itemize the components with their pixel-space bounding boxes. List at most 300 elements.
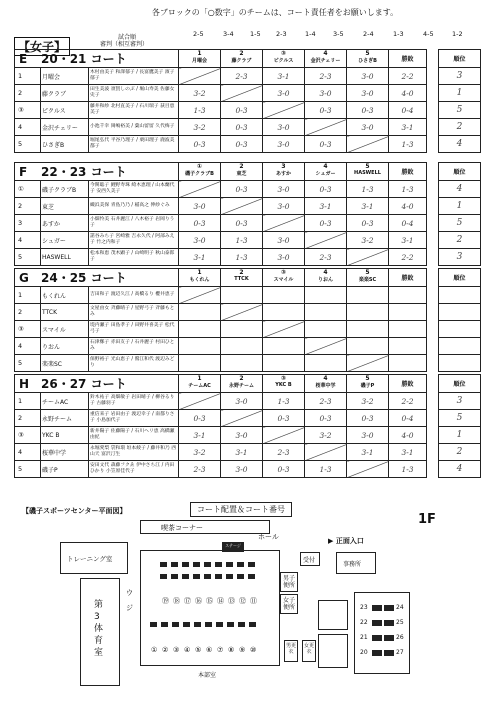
wins-cell: [389, 304, 427, 321]
rank-cell: 4: [439, 181, 481, 198]
net-marker: [194, 622, 201, 627]
rank-cell: 5: [439, 102, 481, 119]
rank-head: 順位: [439, 163, 481, 181]
score-cell: 3-0: [305, 85, 347, 102]
wins-head: 勝敗: [389, 163, 427, 181]
score-cell: 2-3: [305, 393, 347, 410]
wins-cell: 0-4: [389, 410, 427, 427]
score-cell: 0-3: [179, 136, 221, 153]
schedule-label: 試合順: [118, 34, 137, 41]
spacer: [427, 215, 439, 232]
team-players: 織浜美保 青島乃乃 / 稲高之 伸紗ぐみ: [89, 198, 179, 215]
col-num: 2: [239, 163, 244, 170]
rank-cell: 2: [439, 444, 481, 461]
score-cell: [179, 68, 221, 85]
gender-label: 【女子】: [14, 37, 70, 56]
team-name: スマイル: [41, 321, 89, 338]
side-court-number: 21: [360, 634, 368, 641]
net-marker: [204, 562, 211, 567]
col-team: チームAC: [188, 383, 211, 389]
col-head: [347, 375, 389, 393]
team-row: [15, 136, 481, 153]
court-number: ①: [151, 646, 158, 654]
rank-head: 順位: [439, 375, 481, 393]
net-marker: [384, 650, 394, 656]
net-marker: [183, 622, 190, 627]
net-marker: [248, 562, 255, 567]
team-no: 2: [15, 85, 41, 102]
team-players: 堀尾弘代 平谷乃理子 / 栗田理子 鹿波美都子: [89, 136, 179, 153]
score-cell: 0-3: [305, 136, 347, 153]
rank-cell: 3: [439, 68, 481, 85]
score-cell: 3-0: [347, 68, 389, 85]
court-number: ⑥: [206, 646, 213, 654]
court-numbers: 22・23 コート: [41, 165, 127, 179]
group-letter: G: [19, 271, 29, 285]
hall-label: ホール: [258, 533, 279, 541]
team-players: 木村由美子 和澤郁子 / 長富鷹美子 濱子郁子: [89, 68, 179, 85]
spacer: [427, 163, 439, 181]
spacer: [427, 85, 439, 102]
score-cell: 3-0: [221, 393, 263, 410]
col-team: 月曜会: [191, 58, 207, 64]
rank-cell: 5: [439, 215, 481, 232]
score-cell: [179, 393, 221, 410]
score-cell: [263, 355, 305, 372]
block-table: [14, 49, 481, 153]
spacer: [427, 249, 439, 266]
round-label: 3-5: [333, 30, 344, 38]
net-marker: [160, 574, 167, 579]
team-no: ③: [15, 427, 41, 444]
score-cell: [221, 304, 263, 321]
wins-cell: [389, 338, 427, 355]
court-numbers: 20・21 コート: [41, 52, 127, 66]
col-team: 磯子P: [360, 383, 375, 389]
col-head: [179, 163, 221, 181]
block-title: [15, 50, 179, 68]
women-toilet: [280, 594, 298, 614]
col-team: あすか: [275, 171, 291, 177]
score-cell: 0-3: [347, 410, 389, 427]
col-num: 2: [239, 375, 244, 382]
women-toilet-label: 女子便所: [282, 597, 295, 611]
wins-cell: 1-3: [389, 461, 427, 478]
training-label: トレーニング室: [67, 555, 113, 563]
spacer: [427, 198, 439, 215]
spacer: [427, 50, 439, 68]
col-num: 4: [323, 269, 328, 276]
score-cell: 0-3: [263, 461, 305, 478]
team-no: 4: [15, 338, 41, 355]
reception-label: 受付: [303, 557, 316, 564]
jr-label: ジ: [126, 604, 133, 612]
col-num: 4: [323, 163, 328, 170]
court-number: ④: [184, 646, 191, 654]
team-row: [15, 249, 481, 266]
net-marker: [205, 622, 212, 627]
wins-cell: 3-1: [389, 119, 427, 136]
score-cell: 0-3: [305, 181, 347, 198]
team-row: [15, 338, 481, 355]
score-cell: 3-0: [221, 427, 263, 444]
court-number: ⑭: [217, 597, 224, 605]
team-no: 5: [15, 355, 41, 372]
score-cell: [221, 410, 263, 427]
score-cell: [179, 304, 221, 321]
col-head: [263, 375, 305, 393]
reception-box: [300, 552, 320, 566]
net-marker: [226, 574, 233, 579]
team-row: [15, 181, 481, 198]
score-cell: 0-3: [305, 215, 347, 232]
col-num: 1: [197, 50, 202, 57]
court-number: ⑬: [228, 597, 235, 605]
col-team: HASWELL: [354, 170, 381, 176]
spacer: [427, 232, 439, 249]
block-table: [14, 268, 481, 372]
u-label: ウ: [126, 589, 133, 597]
team-no: 4: [15, 444, 41, 461]
score-cell: [179, 181, 221, 198]
group-letter: E: [19, 52, 28, 66]
team-players: 永堀愛梨 袋和環 垣本綾子 / 藤井和乃 西山天 富沢汀生: [89, 444, 179, 461]
wins-cell: 1-3: [389, 136, 427, 153]
score-cell: [347, 461, 389, 478]
net-marker: [226, 562, 233, 567]
col-head: [221, 375, 263, 393]
block-title: [15, 163, 179, 181]
col-head: [305, 269, 347, 287]
cafe-label: 喫茶コーナー: [161, 524, 203, 532]
team-players: 藤井和紗 北村直美子 / 石川瑞子 荻目恵美子: [89, 102, 179, 119]
group-letter: H: [19, 377, 30, 391]
score-cell: 3-2: [179, 444, 221, 461]
team-name: YKC B: [41, 427, 89, 444]
score-cell: [305, 232, 347, 249]
wins-cell: [389, 321, 427, 338]
net-marker: [372, 620, 382, 626]
score-cell: [263, 427, 305, 444]
team-no: 1: [15, 68, 41, 85]
col-num: ①: [196, 163, 203, 170]
score-cell: 2-3: [263, 444, 305, 461]
team-players: 堤内瀬子 田島孝子 / 田野井喜美子 松代弓子: [89, 321, 179, 338]
court-number: ⑫: [239, 597, 246, 605]
court-number: ⑩: [250, 646, 257, 654]
col-head: [221, 163, 263, 181]
score-cell: 3-1: [347, 198, 389, 215]
net-marker: [171, 574, 178, 579]
court-number: ⑤: [195, 646, 202, 654]
entrance-text: 正面入口: [335, 537, 364, 545]
spacer: [427, 338, 439, 355]
office: [336, 552, 376, 574]
score-cell: 3-1: [305, 198, 347, 215]
net-marker: [150, 622, 157, 627]
rank-head: 順位: [439, 50, 481, 68]
net-marker: [193, 574, 200, 579]
net-marker: [238, 622, 245, 627]
score-cell: [263, 287, 305, 304]
team-players: 安田文代 森藤フクゑ 伊中さち江 / 内田ひかり 小笠原佳代子: [89, 461, 179, 478]
team-no: 2: [15, 410, 41, 427]
rank-cell: 1: [439, 427, 481, 444]
team-players: 小畑怜美 石井麗江 / 八木裕子 岩岡りう子: [89, 215, 179, 232]
rank-cell: [439, 338, 481, 355]
col-team: 永野チーム: [228, 383, 254, 389]
score-cell: 2-3: [305, 249, 347, 266]
court-number: ⑦: [217, 646, 224, 654]
score-cell: 3-0: [179, 198, 221, 215]
team-row: [15, 444, 481, 461]
wins-cell: 4-0: [389, 85, 427, 102]
team-row: [15, 215, 481, 232]
team-name: 東芝: [41, 198, 89, 215]
score-cell: 0-3: [305, 102, 347, 119]
net-marker: [384, 620, 394, 626]
score-cell: 2-3: [179, 461, 221, 478]
team-players: 石津鄭子 赤田友子 / 石井麗子 村田ひとみ: [89, 338, 179, 355]
spacer: [427, 136, 439, 153]
score-cell: 3-2: [179, 85, 221, 102]
team-row: [15, 304, 481, 321]
col-num: ③: [280, 269, 287, 276]
wins-cell: 2-2: [389, 68, 427, 85]
score-cell: [263, 321, 305, 338]
small-room-2: [318, 634, 348, 668]
team-name: 月曜会: [41, 68, 89, 85]
score-cell: [263, 338, 305, 355]
col-head: [221, 269, 263, 287]
score-cell: [305, 444, 347, 461]
col-team: 磯子クラブB: [185, 171, 214, 177]
spacer: [427, 355, 439, 372]
col-team: YKC B: [275, 382, 292, 388]
col-num: 5: [365, 163, 370, 170]
score-cell: 3-0: [263, 198, 305, 215]
net-marker: [384, 635, 394, 641]
block-e: [14, 49, 480, 153]
col-head: [263, 50, 305, 68]
schedule-labels: [100, 34, 148, 48]
wins-cell: 2-2: [389, 249, 427, 266]
net-marker: [161, 622, 168, 627]
team-row: [15, 393, 481, 410]
score-cell: 0-3: [221, 136, 263, 153]
round-label: 2-3: [276, 30, 287, 38]
team-no: 5: [15, 249, 41, 266]
score-cell: [347, 249, 389, 266]
rank-cell: 3: [439, 249, 481, 266]
team-no: 5: [15, 461, 41, 478]
score-cell: 3-1: [179, 249, 221, 266]
net-marker: [249, 622, 256, 627]
score-cell: [347, 321, 389, 338]
score-cell: [347, 338, 389, 355]
score-cell: [263, 102, 305, 119]
rank-cell: 3: [439, 393, 481, 410]
score-cell: 0-3: [221, 215, 263, 232]
col-head: [305, 50, 347, 68]
score-cell: 3-1: [263, 68, 305, 85]
team-players: 鈴木祐子 高畑敏子 岩田晴子 / 柳谷るり子 古藤羽子: [89, 393, 179, 410]
team-name: りおん: [41, 338, 89, 355]
col-team: シュガー: [315, 171, 336, 177]
score-cell: 3-1: [221, 444, 263, 461]
col-head: [305, 375, 347, 393]
men-locker: [284, 640, 298, 662]
team-no: ①: [15, 181, 41, 198]
score-cell: [305, 304, 347, 321]
entrance-label: ▶ 正面入口: [328, 537, 364, 545]
training-room: [60, 542, 128, 574]
team-name: 金沢チェリー: [41, 119, 89, 136]
team-name: HASWELL: [41, 249, 89, 266]
seed-label: 審判（相互審判）: [100, 41, 149, 48]
col-head: [221, 50, 263, 68]
col-team: スマイル: [273, 277, 294, 283]
team-name: 永野チーム: [41, 410, 89, 427]
col-head: [179, 375, 221, 393]
side-court-number: 26: [396, 634, 404, 641]
team-row: [15, 85, 481, 102]
score-cell: 3-2: [179, 119, 221, 136]
net-marker: [237, 574, 244, 579]
score-cell: [305, 321, 347, 338]
col-head: [179, 50, 221, 68]
wins-head: 勝敗: [389, 269, 427, 287]
men-toilet-label: 男子便所: [282, 575, 295, 589]
score-cell: 1-3: [221, 249, 263, 266]
col-team: 金沢チェリー: [310, 58, 341, 64]
court-number: ⑨: [239, 646, 246, 654]
score-cell: 0-3: [221, 181, 263, 198]
block-title: [15, 269, 179, 287]
col-team: もくれん: [189, 277, 210, 283]
score-cell: 3-0: [263, 232, 305, 249]
col-team: 楽楽SC: [358, 277, 377, 283]
team-row: [15, 287, 481, 304]
court-number: ②: [162, 646, 169, 654]
score-cell: 3-0: [347, 119, 389, 136]
floorplan-subtitle: コート配置＆コート番号: [190, 502, 292, 517]
team-name: 藤クラブ: [41, 85, 89, 102]
block-h: [14, 374, 480, 478]
score-cell: 1-3: [263, 393, 305, 410]
col-num: 1: [197, 375, 202, 382]
team-no: 2: [15, 304, 41, 321]
team-name: チームAC: [41, 393, 89, 410]
rank-cell: 4: [439, 136, 481, 153]
team-name: 磯子P: [41, 461, 89, 478]
score-cell: [263, 215, 305, 232]
team-players: 田生美波 須賀しのぶ / 堀山寿美 佐藤女史子: [89, 85, 179, 102]
score-cell: [221, 85, 263, 102]
col-team: 藤クラブ: [231, 58, 252, 64]
wins-cell: 0-4: [389, 215, 427, 232]
score-cell: 0-3: [221, 119, 263, 136]
team-row: [15, 427, 481, 444]
score-cell: [305, 338, 347, 355]
team-row: [15, 68, 481, 85]
score-cell: 3-1: [179, 427, 221, 444]
stage: [222, 542, 244, 552]
net-marker: [248, 574, 255, 579]
round-label: 1-5: [250, 30, 261, 38]
col-team: TTCK: [234, 276, 249, 282]
score-cell: 3-0: [347, 427, 389, 444]
score-cell: 1-3: [221, 232, 263, 249]
stage-label: ステージ: [225, 543, 241, 548]
score-cell: 0-3: [347, 215, 389, 232]
team-no: 1: [15, 393, 41, 410]
wins-cell: 3-1: [389, 444, 427, 461]
side-court-number: 25: [396, 619, 404, 626]
net-marker: [215, 574, 222, 579]
net-marker: [182, 574, 189, 579]
team-name: TTCK: [41, 304, 89, 321]
rank-cell: [439, 355, 481, 372]
spacer: [427, 68, 439, 85]
score-cell: [179, 287, 221, 304]
spacer: [427, 119, 439, 136]
team-players: 今関聡子 鯉野寿珠 綺木恵理 / 山本蘭代子 安西久美子: [89, 181, 179, 198]
score-cell: 0-3: [179, 410, 221, 427]
score-cell: 0-3: [347, 102, 389, 119]
team-players: 諾谷みち子 宮崎雅 吉永久代 / 阿部みえ子 竹之内和子: [89, 232, 179, 249]
court-number: ⑯: [195, 597, 202, 605]
net-marker: [237, 562, 244, 567]
team-no: 1: [15, 287, 41, 304]
score-cell: 0-3: [179, 215, 221, 232]
col-num: 3: [281, 163, 286, 170]
team-row: [15, 102, 481, 119]
team-row: [15, 321, 481, 338]
block-g: [14, 268, 480, 372]
team-name: ピクルス: [41, 102, 89, 119]
block-f: [14, 162, 480, 266]
team-no: ③: [15, 102, 41, 119]
score-cell: 1-3: [347, 181, 389, 198]
col-head: [347, 50, 389, 68]
score-cell: [347, 287, 389, 304]
net-marker: [172, 622, 179, 627]
spacer: [427, 393, 439, 410]
side-court-number: 20: [360, 649, 368, 656]
court-number: ⑱: [173, 597, 180, 605]
score-cell: 3-2: [305, 427, 347, 444]
net-marker: [384, 605, 394, 611]
col-head: [347, 163, 389, 181]
court-number: ⑰: [184, 597, 191, 605]
spacer: [427, 375, 439, 393]
team-row: [15, 232, 481, 249]
col-team: ひさぎB: [358, 58, 377, 64]
wins-cell: 2-2: [389, 393, 427, 410]
score-cell: [221, 338, 263, 355]
net-marker: [372, 650, 382, 656]
score-cell: 3-0: [263, 249, 305, 266]
col-head: [305, 163, 347, 181]
col-head: [263, 163, 305, 181]
women-locker-label: 女更衣: [303, 643, 314, 655]
score-cell: 1-3: [305, 461, 347, 478]
col-num: 5: [365, 50, 370, 57]
col-num: 2: [239, 269, 244, 276]
round-label: 1-4: [305, 30, 316, 38]
spacer: [427, 427, 439, 444]
